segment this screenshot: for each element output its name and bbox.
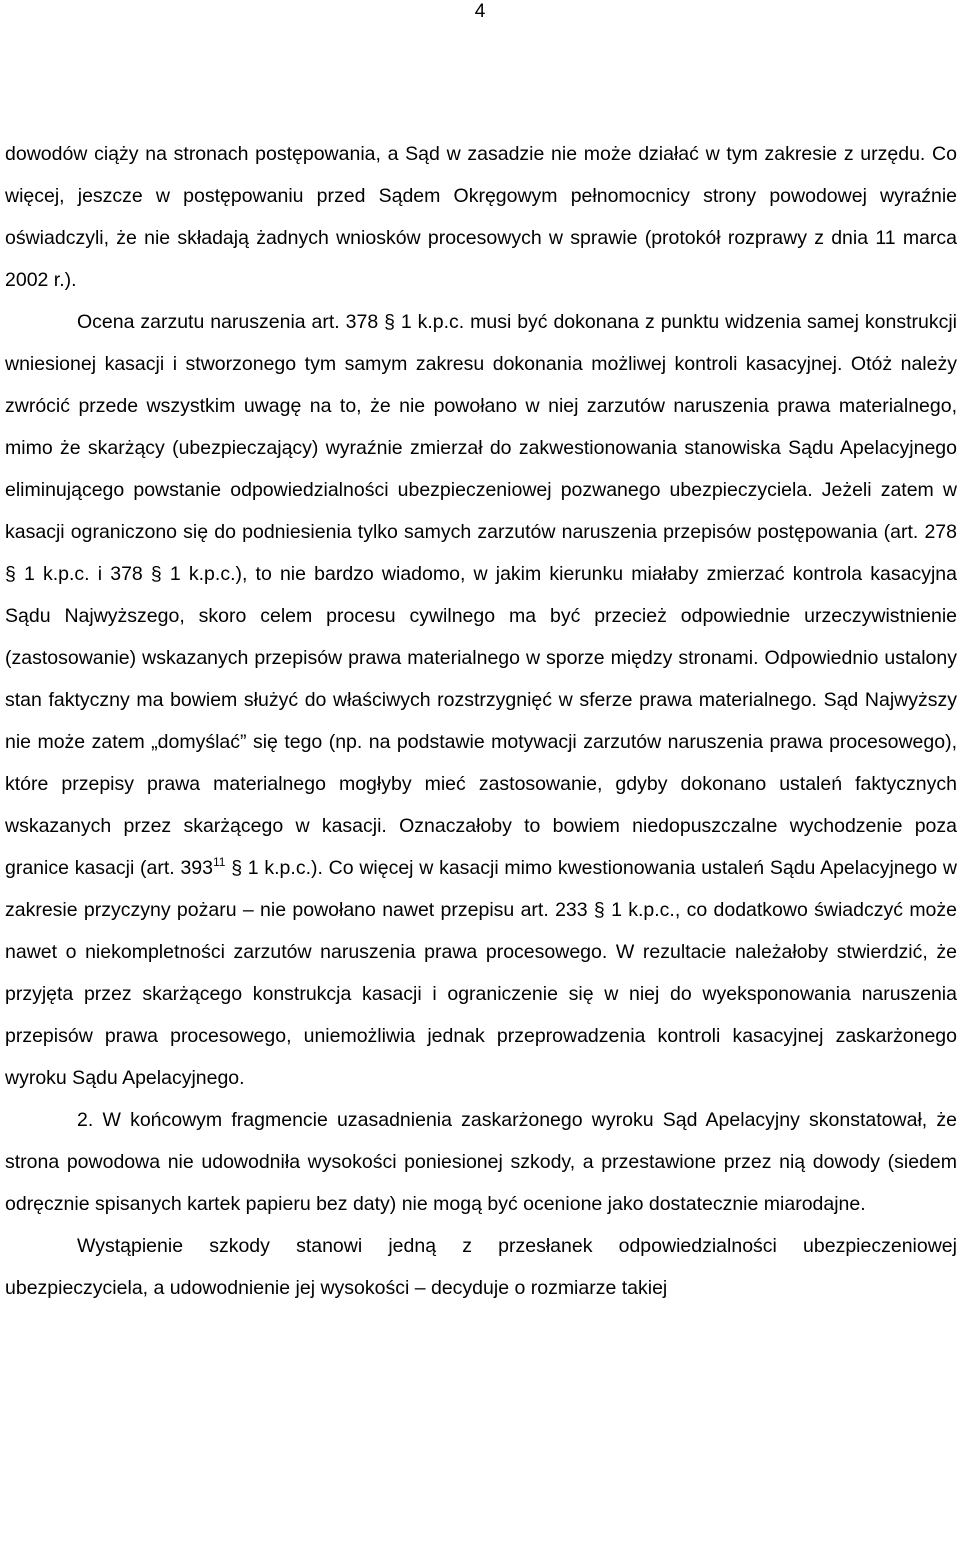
paragraph-text: Ocena zarzutu naruszenia art. 378 § 1 k.p.c. musi być dokonana z punktu widzenia samej konstrukcji wniesionej kasacji i stworzonego tym samym zakresu dokonania możliwej kontroli kasacyjnej. Otóż należy zwrócić przede wszystkim uwagę na to, że nie powołano w niej zarzutów naruszenia prawa materialnego, mimo że skarżący (ubezpieczający) wyraźnie zmierzał do zakwestionowania stanowiska Sądu Apelacyjnego eliminującego powstanie odpowiedzialności ubezpieczeniowej pozwanego ubezpieczyciela. Jeżeli zatem w kasacji ograniczono się do podniesienia tylko samych zarzutów naruszenia przepisów postępowania (art. 278 § 1 k.p.c. i 378 § 1 k.p.c.), to nie bardzo wiadomo, w jakim kierunku miałaby zmierzać kontrola kasacyjna Sądu Najwyższego, skoro celem procesu cywilnego ma być przecież odpowiednie urzeczywistnienie (zastosowanie) wskazanych przepisów prawa materialnego w sporze między stronami. Odpowiednio ustalony stan faktyczny ma bowiem służyć do właściwych rozstrzygnięć w sferze prawa materialnego. Sąd Najwyższy nie może zatem „domyślać” się tego (np. na podstawie motywacji zarzutów naruszenia prawa procesowego), które przepisy prawa materialnego mogłyby mieć zastosowanie, gdyby dokonano ustaleń faktycznych wskazanych przez skarżącego w kasacji. Oznaczałoby to bowiem niedopuszczalne wychodzenie poza granice kasacji (art. 393: [5, 311, 957, 879]
paragraph-continuation: dowodów ciąży na stronach postępowania, a Sąd w zasadzie nie może działać w tym zakresie z urzędu. Co więcej, jeszcze w postępowaniu przed Sądem Okręgowym pełnomocnicy strony powodowej wyraźnie oświadczyli, że nie składają żadnych wniosków procesowych w sprawie (protokół rozprawy z dnia 11 marca 2002 r.).: [5, 143, 957, 291]
paragraph-point-2: 2. W końcowym fragmencie uzasadnienia zaskarżonego wyroku Sąd Apelacyjny skonstatował, że strona powodowa nie udowodniła wysokości poniesionej szkody, a przestawione przez nią dowody (siedem odręcznie spisanych kartek papieru bez daty) nie mogą być ocenione jako dostatecznie miarodajne.: [5, 1109, 957, 1215]
paragraph-art-378-assessment: [5, 301, 957, 1099]
paragraph-damage-occurrence: Wystąpienie szkody stanowi jedną z przesłanek odpowiedzialności ubezpieczeniowej ubezpieczyciela, a udowodnienie jej wysokości – decyduje o rozmiarze takiej: [5, 1235, 957, 1299]
paragraph-text-continued: § 1 k.p.c.). Co więcej w kasacji mimo kwestionowania ustaleń Sądu Apelacyjnego w zakresie przyczyny pożaru – nie powołano nawet przepisu art. 233 § 1 k.p.c., co dodatkowo świadczyć może nawet o niekompletności zarzutów naruszenia prawa procesowego. W rezultacie należałoby stwierdzić, że przyjęta przez skarżącego konstrukcja kasacji i ograniczenie się w niej do wyeksponowania naruszenia przepisów prawa procesowego, uniemożliwia jednak przeprowadzenia kontroli kasacyjnej zaskarżonego wyroku Sądu Apelacyjnego.: [5, 857, 957, 1089]
document-body: [5, 133, 957, 1309]
superscript-article-number: 11: [213, 855, 226, 869]
page-number: 4: [474, 1, 486, 22]
